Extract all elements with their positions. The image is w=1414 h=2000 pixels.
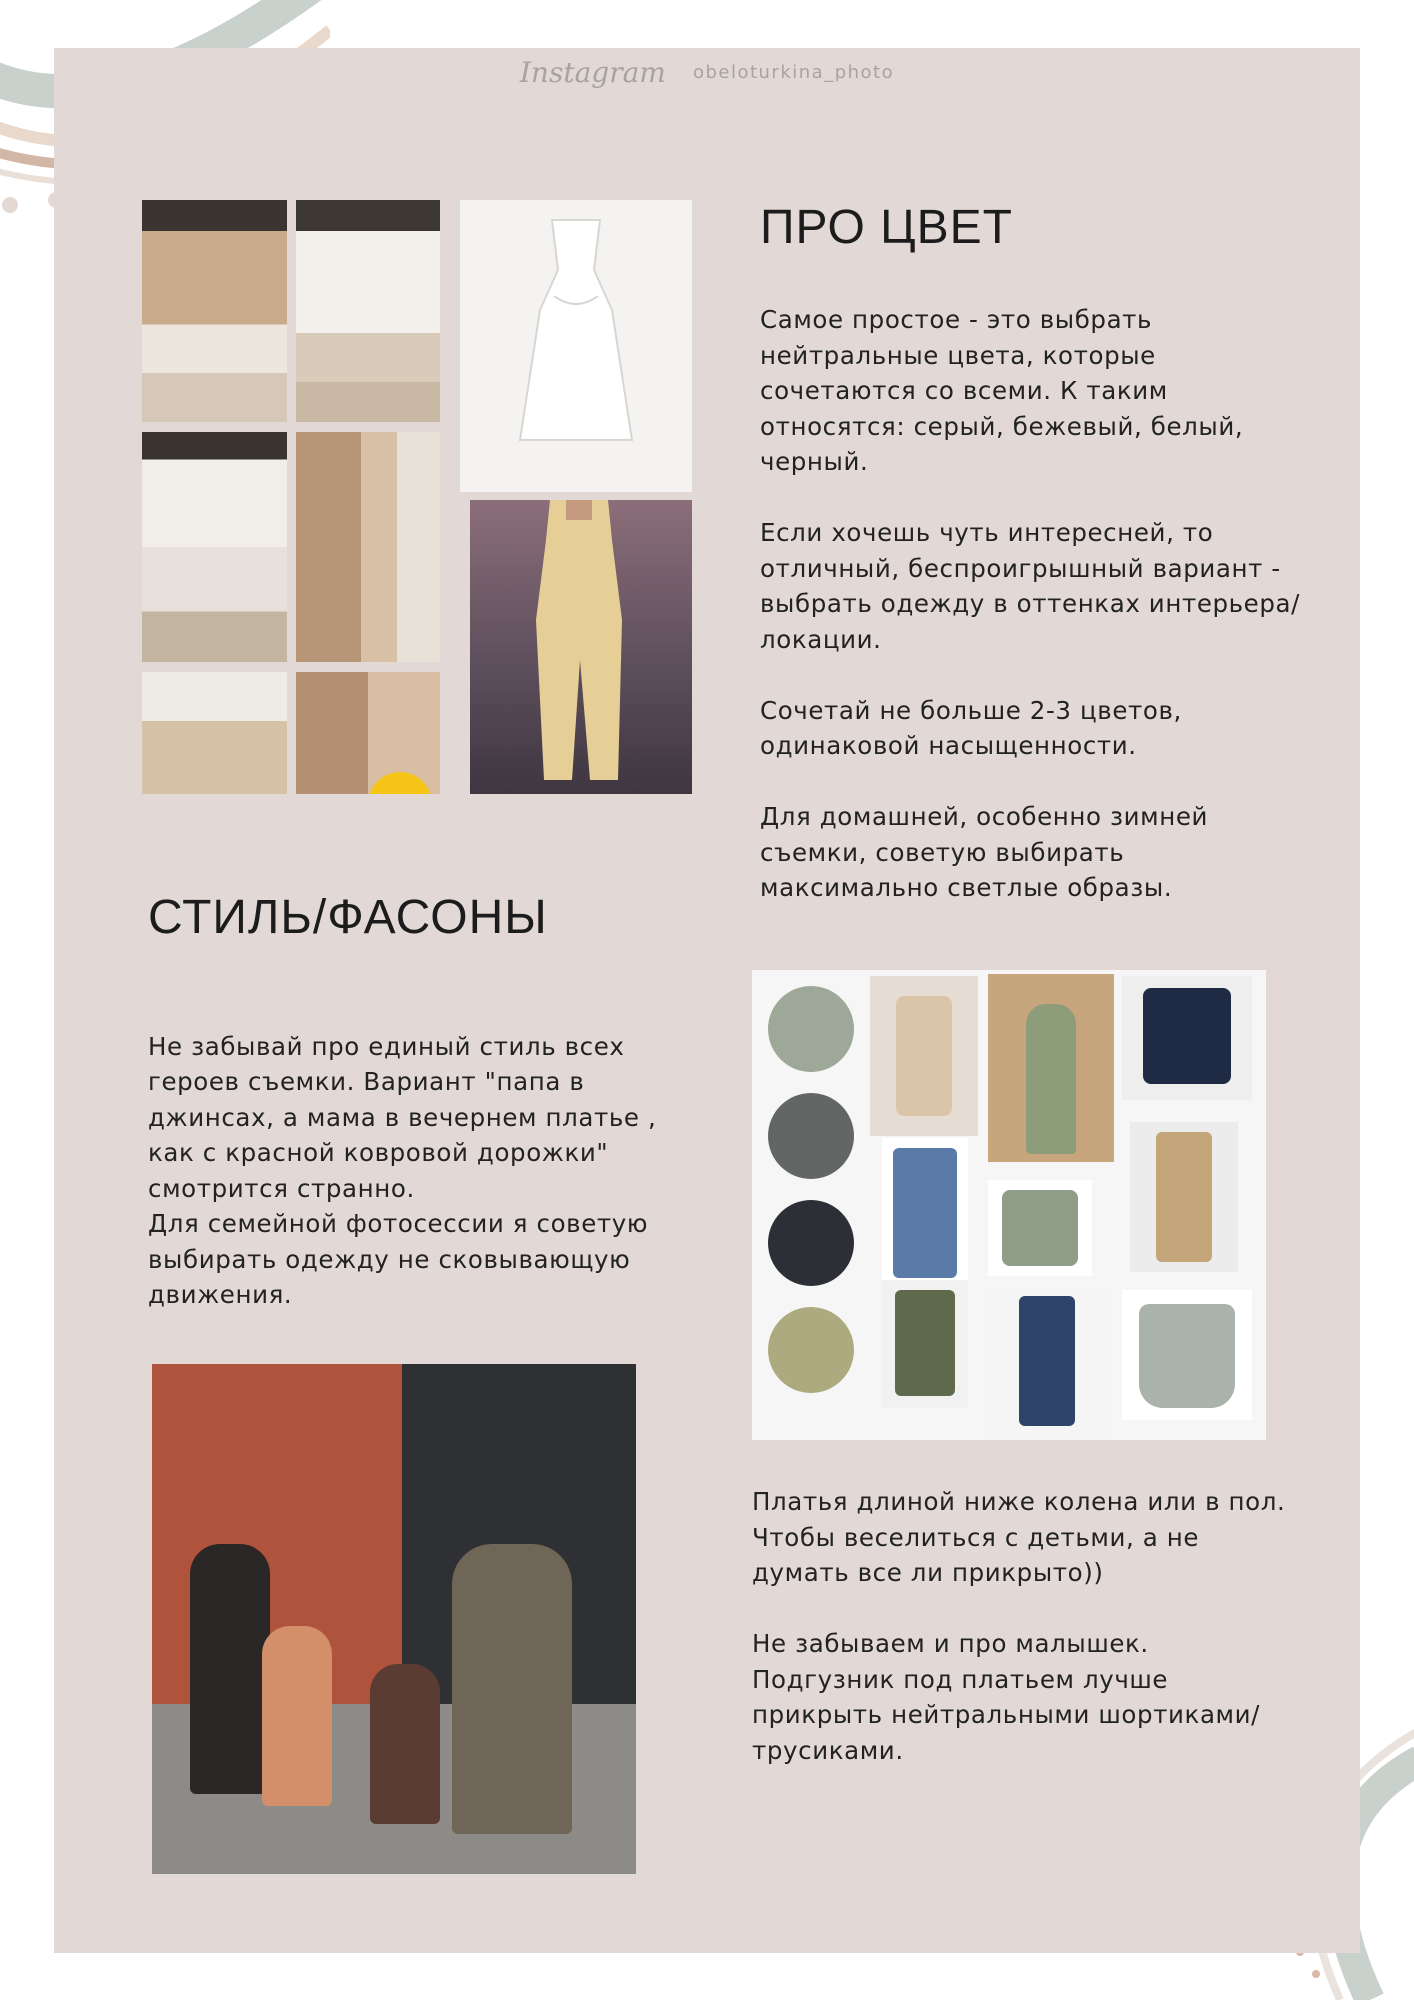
beige-romper-item (870, 976, 978, 1136)
interior-photo-1 (142, 200, 287, 422)
dresses-paragraph-1: Платья длиной ниже колена или в пол. Чтобы веселиться с детьми, а не думать все ли прикрыто)) (752, 1487, 1286, 1587)
color-paragraph-2: Если хочешь чуть интересней, то отличный, беспроигрышный вариант - выбрать одежду в оттенках интерьера/локации. (760, 518, 1300, 654)
interior-photo-3 (142, 432, 287, 662)
color-section-text (760, 302, 1300, 906)
navy-tshirt-item (1122, 976, 1252, 1100)
instagram-logo: Instagram (519, 56, 666, 89)
outfit-moodboard (752, 970, 1266, 1440)
blue-jeans-item (882, 1138, 968, 1288)
instagram-handle[interactable]: obeloturkina_photo (692, 62, 895, 83)
interior-photo-2 (296, 200, 440, 422)
yellow-dot (368, 772, 432, 794)
color-paragraph-4: Для домашней, особенно зимней съемки, советую выбирать максимально светлые образы. (760, 802, 1209, 902)
yellow-jumpsuit-photo (470, 500, 692, 794)
girl-figure (262, 1626, 332, 1806)
dresses-paragraph-2: Не забываем и про малышек. Подгузник под платьем лучше прикрыть нейтральными шортиками/трусиками. (752, 1629, 1261, 1765)
swatch-olive (768, 1307, 854, 1393)
style-section-text (148, 993, 708, 1348)
color-paragraph-3: Сочетай не больше 2-3 цветов, одинаковой насыщенности. (760, 695, 1182, 760)
white-dress-photo (460, 200, 692, 492)
color-section-title: ПРО ЦВЕТ (760, 201, 1013, 254)
swatch-sage (768, 986, 854, 1072)
interior-photo-6 (296, 672, 440, 794)
color-paragraph-1: Самое простое - это выбрать нейтральные цвета, которые сочетаются со всеми. К таким относятся: серый, бежевый, белый, черный. (760, 305, 1244, 476)
instagram-header (0, 56, 1414, 89)
swatch-charcoal (768, 1200, 854, 1286)
mother-figure (190, 1544, 270, 1794)
child-figure (370, 1664, 440, 1824)
style-paragraph-1: Не забывай про единый стиль всех героев съемки. Вариант "папа в джинсах, а мама в вечернем платье , как с красной ковровой дорожки" смотрится странно. Для семейной фотосессии я советую выбирать одежду не сковывающую движения. (148, 1031, 657, 1309)
sage-baby-dress-item (1122, 1290, 1252, 1420)
father-figure (452, 1544, 572, 1834)
olive-cargo-item (882, 1280, 968, 1408)
interior-photo-4 (296, 432, 440, 662)
style-section-title: СТИЛЬ/ФАСОНЫ (148, 891, 548, 944)
dark-jeans-item (984, 1288, 1110, 1434)
interior-photo-5 (142, 672, 287, 794)
white-dress-shape (460, 200, 692, 492)
sage-tshirt-item (988, 1180, 1092, 1276)
swatch-gray (768, 1093, 854, 1179)
jumpsuit-shape (470, 500, 692, 794)
family-street-photo (152, 1364, 636, 1874)
khaki-chinos-item (1130, 1122, 1238, 1272)
dresses-section-text (752, 1484, 1292, 1768)
sage-dress-item (988, 974, 1114, 1162)
